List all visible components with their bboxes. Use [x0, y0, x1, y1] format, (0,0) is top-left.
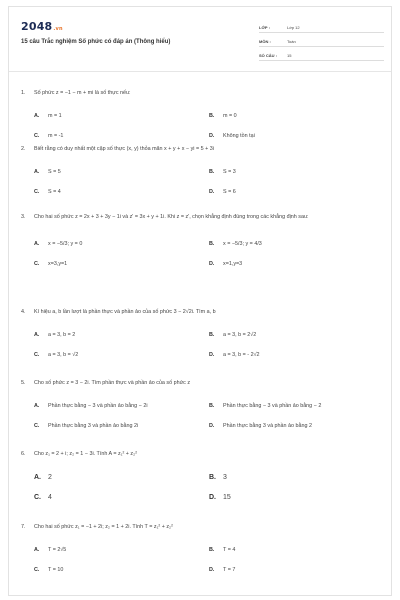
option-letter: C.	[34, 189, 40, 195]
option-letter: A.	[34, 547, 40, 553]
meta-value: Toán	[287, 39, 296, 44]
option-letter: C.	[34, 352, 40, 358]
question-number: 1.	[21, 90, 26, 96]
option-letter: C.	[34, 493, 41, 501]
option-text: T = 7	[223, 567, 236, 573]
option-letter: A.	[34, 169, 40, 175]
option-letter: B.	[209, 241, 215, 247]
meta-value: 15	[287, 53, 292, 58]
option-c[interactable]	[34, 126, 209, 146]
question-stem	[21, 89, 381, 97]
question-number: 2.	[21, 146, 26, 152]
option-c[interactable]	[34, 560, 209, 580]
option-d[interactable]	[209, 560, 384, 580]
option-text: 2	[48, 473, 52, 481]
question-text: Cho hai số phức z = 2x + 3 + 3y − 1i và z' = 3x + y + 1i. Khi z = z', chọn khẳng định đúng trong các khẳng định sau:	[34, 214, 309, 220]
option-c[interactable]	[34, 254, 209, 274]
option-c[interactable]	[34, 487, 209, 507]
option-list	[34, 106, 381, 146]
option-text: x=1,y=3	[223, 261, 243, 267]
meta-key: LỚP :	[259, 25, 270, 30]
option-a[interactable]	[34, 467, 209, 487]
question-2	[21, 139, 381, 213]
question-3	[21, 213, 381, 308]
option-letter: A.	[34, 113, 40, 119]
question-text: Cho z₁ = 2 + i; z₂ = 1 − 3i. Tính A = z₁² + z₂²	[34, 451, 138, 457]
option-text: T = 10	[48, 567, 64, 573]
question-stem	[21, 213, 381, 221]
option-letter: B.	[209, 113, 215, 119]
question-1	[21, 89, 381, 139]
option-d[interactable]	[209, 126, 384, 146]
option-text: Phần thực bằng 3 và phần ảo bằng 2i	[48, 423, 139, 429]
option-letter: D.	[209, 133, 215, 139]
logo-main-text: 2048	[21, 20, 53, 33]
question-7	[21, 523, 381, 593]
document-title: 15 câu Trắc nghiệm Số phức có đáp án (Thông hiểu)	[21, 39, 171, 45]
option-a[interactable]	[34, 106, 209, 126]
option-letter: A.	[34, 241, 40, 247]
option-letter: A.	[34, 403, 40, 409]
option-d[interactable]	[209, 345, 384, 365]
option-letter: B.	[209, 332, 215, 338]
option-text: a = 3, b = - 2√2	[223, 352, 260, 358]
option-letter: C.	[34, 423, 40, 429]
option-a[interactable]	[34, 540, 209, 560]
option-c[interactable]	[34, 345, 209, 365]
option-text: S = 6	[223, 189, 236, 195]
option-letter: D.	[209, 423, 215, 429]
question-5	[21, 379, 381, 450]
option-c[interactable]	[34, 182, 209, 202]
meta-row-class	[259, 19, 384, 33]
question-6	[21, 450, 381, 523]
option-d[interactable]	[209, 182, 384, 202]
meta-row-count	[259, 47, 384, 61]
question-number: 6.	[21, 451, 26, 457]
question-number: 7.	[21, 524, 26, 530]
question-text: Kí hiệu a, b lần lượt là phần thực và phần ảo của số phức 3 − 2√2i. Tìm a, b	[34, 309, 216, 315]
option-list	[34, 540, 381, 580]
option-letter: B.	[209, 547, 215, 553]
question-stem	[21, 450, 381, 458]
option-letter: A.	[34, 473, 41, 481]
option-text: Phần thực bằng − 3 và phần ảo bằng − 2i	[48, 403, 148, 409]
option-text: m = 0	[223, 113, 237, 119]
header-divider	[9, 71, 391, 72]
option-d[interactable]	[209, 487, 384, 507]
option-list	[34, 162, 381, 202]
option-text: T = 4	[223, 547, 236, 553]
option-b[interactable]	[209, 325, 384, 345]
meta-row-subject	[259, 33, 384, 47]
meta-value: Lớp 12	[287, 25, 300, 30]
option-text: m = 1	[48, 113, 62, 119]
option-text: 3	[223, 473, 227, 481]
option-text: a = 3, b = 2	[48, 332, 76, 338]
option-letter: D.	[209, 189, 215, 195]
option-text: S = 4	[48, 189, 61, 195]
option-a[interactable]	[34, 396, 209, 416]
question-stem	[21, 145, 381, 153]
option-text: a = 3, b = 2√2	[223, 332, 257, 338]
option-c[interactable]	[34, 416, 209, 436]
option-d[interactable]	[209, 254, 384, 274]
option-list	[34, 234, 381, 274]
option-d[interactable]	[209, 416, 384, 436]
option-b[interactable]	[209, 467, 384, 487]
question-text: Số phức z = −1 − m + mi là số thực nếu:	[34, 90, 131, 96]
option-letter: D.	[209, 352, 215, 358]
question-stem	[21, 308, 381, 316]
option-text: a = 3, b = √2	[48, 352, 79, 358]
question-text: Cho hai số phức z₁ = −1 + 2i; z₂ = 1 + 2i. Tính T = z₁² + z₂²	[34, 524, 173, 530]
option-b[interactable]	[209, 234, 384, 254]
question-stem	[21, 523, 381, 531]
meta-key: MÔN :	[259, 39, 271, 44]
meta-key: SỐ CÂU :	[259, 53, 277, 58]
option-letter: D.	[209, 493, 216, 501]
option-a[interactable]	[34, 162, 209, 182]
option-letter: B.	[209, 403, 215, 409]
option-letter: C.	[34, 567, 40, 573]
question-number: 3.	[21, 214, 26, 220]
option-letter: D.	[209, 567, 215, 573]
option-text: Không tồn tại	[223, 133, 255, 139]
option-b[interactable]	[209, 162, 384, 182]
option-text: x = −5/3; y = 0	[48, 241, 83, 247]
option-text: Phần thực bằng − 3 và phần ảo bằng − 2	[223, 403, 322, 409]
option-b[interactable]	[209, 396, 384, 416]
option-letter: C.	[34, 133, 40, 139]
logo-suffix-text: .vn	[53, 26, 63, 32]
option-a[interactable]	[34, 234, 209, 254]
option-text: m = -1	[48, 133, 64, 139]
option-text: x = −5/3; y = 4/3	[223, 241, 262, 247]
option-text: 4	[48, 493, 52, 501]
option-text: x=3,y=1	[48, 261, 68, 267]
option-text: S = 3	[223, 169, 236, 175]
option-letter: C.	[34, 261, 40, 267]
option-list	[34, 467, 381, 507]
option-text: 15	[223, 493, 231, 501]
option-text: S = 5	[48, 169, 61, 175]
question-list	[21, 89, 381, 593]
option-b[interactable]	[209, 106, 384, 126]
option-a[interactable]	[34, 325, 209, 345]
option-text: Phần thực bằng 3 và phần ảo bằng 2	[223, 423, 313, 429]
option-b[interactable]	[209, 540, 384, 560]
question-stem	[21, 379, 381, 387]
option-letter: A.	[34, 332, 40, 338]
option-list	[34, 325, 381, 365]
option-letter: D.	[209, 261, 215, 267]
question-number: 4.	[21, 309, 26, 315]
option-letter: B.	[209, 169, 215, 175]
question-4	[21, 308, 381, 379]
option-list	[34, 396, 381, 436]
document-meta	[259, 19, 384, 61]
option-text: T = 2√5	[48, 547, 67, 553]
question-number: 5.	[21, 380, 26, 386]
question-text: Cho số phức z = 3 − 2i. Tìm phần thực và phần ảo của số phức z	[34, 380, 191, 386]
document-page	[8, 6, 392, 596]
option-letter: B.	[209, 473, 216, 481]
question-text: Biết rằng có duy nhất một cặp số thực (x, y) thỏa mãn x + y + x − yi = 5 + 3i	[34, 146, 214, 152]
site-logo[interactable]	[21, 20, 63, 33]
